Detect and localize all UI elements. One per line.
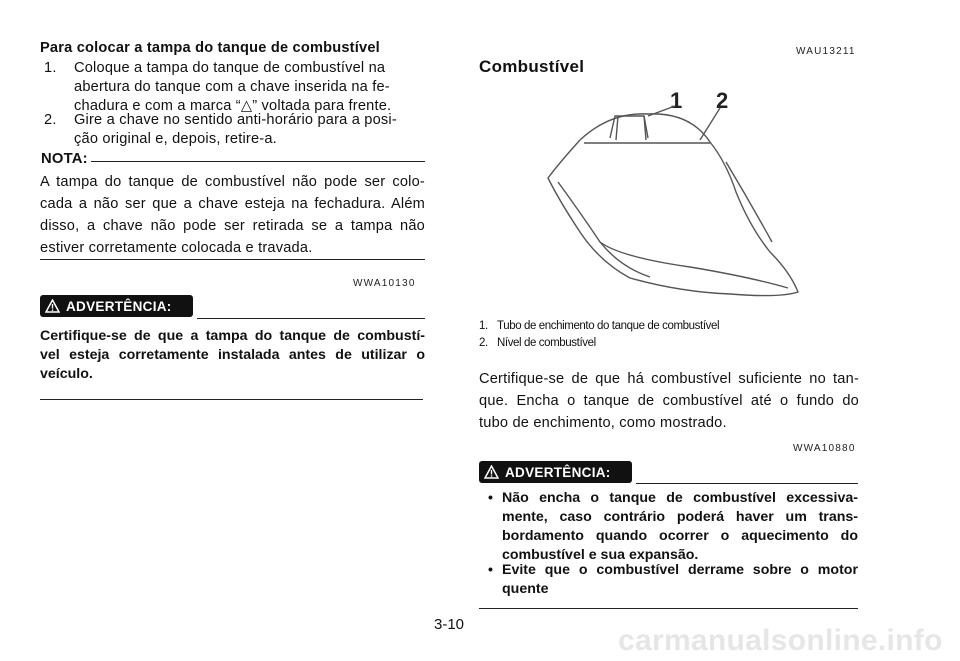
- step-2: [44, 111, 428, 151]
- section-code: WAU13211: [796, 46, 856, 57]
- warning-label: ADVERTÊNCIA:: [66, 298, 172, 314]
- step-number: 2.: [44, 112, 57, 128]
- note-line: A tampa do tanque de combustível não pode ser colo-: [40, 174, 425, 190]
- section-title-fuel: Combustível: [479, 57, 585, 76]
- note-rule: [91, 161, 425, 162]
- section-divider: [40, 259, 425, 260]
- note-label: NOTA:: [41, 151, 88, 167]
- warning-bullet: [488, 561, 858, 601]
- warning-badge: [40, 295, 193, 317]
- page-number: 3-10: [434, 616, 465, 633]
- section-title-fuel-cap: Para colocar a tampa do tanque de combustível: [40, 40, 380, 56]
- tank-outline: [548, 106, 798, 296]
- caption-item: [479, 335, 859, 352]
- fuel-tank-diagram: [540, 82, 810, 310]
- body-line: que. Encha o tanque de combustível até o fundo do: [479, 393, 859, 409]
- warning-code: WWA10130: [353, 278, 416, 289]
- step-number: 1.: [44, 60, 57, 76]
- bullet-line: combustível e sua expansão.: [502, 547, 699, 563]
- note-text: [40, 171, 425, 259]
- warning-rule: [197, 318, 425, 319]
- caption-number: 2.: [479, 337, 488, 349]
- step-line: chadura e com a marca “△” voltada para frente.: [74, 98, 392, 114]
- watermark: carmanualsonline.info: [618, 624, 943, 657]
- note-line: estiver corretamente colocada e travada.: [40, 240, 313, 256]
- bullet-line: Evite que o combustível derrame sobre o motor: [502, 562, 858, 578]
- warning-line: veículo.: [40, 366, 93, 382]
- body-line: tubo de enchimento, como mostrado.: [479, 415, 727, 431]
- diagram-label-2: 2: [716, 88, 729, 113]
- warning-end-rule: [40, 399, 423, 400]
- bullet-line: quente: [502, 581, 549, 597]
- caption-text: Nível de combustível: [497, 337, 596, 349]
- caption-item: [479, 318, 859, 335]
- step-line: Gire a chave no sentido anti-horário para a posi-: [74, 112, 397, 128]
- step-line: Coloque a tampa do tanque de combustível na: [74, 60, 386, 76]
- note-line: cada a não ser que a chave esteja na fechadura. Além: [40, 196, 425, 212]
- bullet-dot-icon: •: [488, 562, 493, 578]
- warning-triangle-icon: [45, 299, 60, 313]
- step-1: [44, 59, 428, 119]
- warning-line: vel esteja corretamente instalada antes de utilizar o: [40, 347, 425, 363]
- fuel-body-text: [479, 368, 859, 434]
- warning-label: ADVERTÊNCIA:: [505, 464, 611, 480]
- bullet-line: Não encha o tanque de combustível excessiva-: [502, 490, 858, 506]
- step-line: ção original e, depois, retire-a.: [74, 131, 277, 147]
- body-line: Certifique-se de que há combustível suficiente no tan-: [479, 371, 859, 387]
- figure-captions: [479, 318, 859, 358]
- warning-bullet: [488, 489, 858, 567]
- warning-line: Certifique-se de que a tampa do tanque de combustí-: [40, 328, 425, 344]
- bullet-line: bordamento quando ocorrer o aquecimento do: [502, 528, 858, 544]
- warning-code: WWA10880: [793, 443, 856, 454]
- warning-triangle-icon: [484, 465, 499, 479]
- note-line: disso, a chave não pode ser retirada se a tampa não: [40, 218, 425, 234]
- warning-text: [40, 327, 425, 384]
- bullet-line: mente, caso contrário poderá haver um trans-: [502, 509, 858, 525]
- step-line: abertura do tanque com a chave inserida na fe-: [74, 79, 390, 95]
- caption-text: Tubo de enchimento do tanque de combustível: [497, 320, 720, 332]
- warning-rule: [636, 483, 858, 484]
- warning-end-rule: [479, 608, 858, 609]
- diagram-label-1: 1: [670, 88, 683, 113]
- caption-number: 1.: [479, 320, 488, 332]
- bullet-dot-icon: •: [488, 490, 493, 506]
- warning-badge: [479, 461, 632, 483]
